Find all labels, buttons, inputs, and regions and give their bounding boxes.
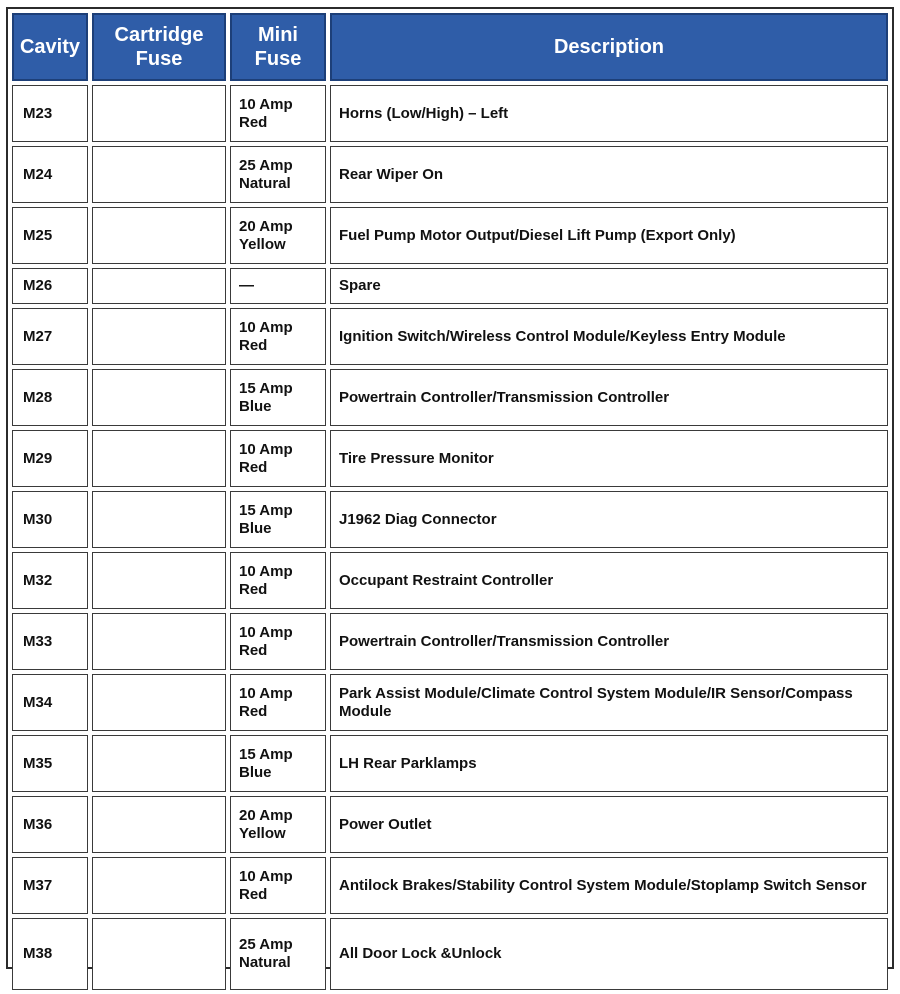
mini-fuse-amperage: 10 Amp (239, 623, 293, 641)
mini-fuse-cell (230, 491, 326, 548)
description-cell: Horns (Low/High) – Left (330, 85, 888, 142)
table-row (12, 430, 888, 487)
description-cell: Powertrain Controller/Transmission Controller (330, 369, 888, 426)
description-cell: Antilock Brakes/Stability Control System Module/Stoplamp Switch Sensor (330, 857, 888, 914)
cartridge-fuse-cell (92, 857, 226, 914)
mini-fuse-amperage: 15 Amp (239, 379, 293, 397)
mini-fuse-cell (230, 146, 326, 203)
mini-fuse-color: Natural (239, 174, 291, 192)
cavity-cell: M33 (12, 613, 88, 670)
mini-fuse-cell (230, 369, 326, 426)
mini-fuse-color: Yellow (239, 235, 286, 253)
cartridge-fuse-cell (92, 552, 226, 609)
mini-fuse-amperage: 25 Amp (239, 936, 293, 953)
mini-fuse-cell (230, 613, 326, 670)
mini-fuse-cell (230, 268, 326, 304)
header-row (12, 13, 888, 81)
mini-fuse-color: Red (239, 641, 268, 659)
cavity-cell: M38 (12, 918, 88, 990)
cavity-cell: M29 (12, 430, 88, 487)
mini-fuse-amperage: 15 Amp (239, 501, 293, 519)
mini-fuse-cell (230, 308, 326, 365)
cartridge-fuse-cell (92, 369, 226, 426)
mini-fuse-color: Blue (239, 763, 272, 781)
mini-fuse-amperage: 10 Amp (239, 867, 293, 885)
table-row (12, 613, 888, 670)
mini-fuse-cell (230, 430, 326, 487)
mini-fuse-color: Blue (239, 397, 272, 415)
table-row (12, 918, 888, 990)
cavity-cell: M23 (12, 85, 88, 142)
header-cavity-label: Cavity (19, 36, 81, 58)
table-row (12, 268, 888, 304)
description-cell: Power Outlet (330, 796, 888, 853)
mini-fuse-amperage: — (239, 277, 254, 294)
cavity-cell: M28 (12, 369, 88, 426)
table-row (12, 85, 888, 142)
cartridge-fuse-cell (92, 268, 226, 304)
mini-fuse-amperage: 10 Amp (239, 440, 293, 458)
fuse-table-frame (6, 7, 894, 969)
cavity-cell: M37 (12, 857, 88, 914)
cartridge-fuse-cell (92, 308, 226, 365)
fuse-table (8, 9, 892, 994)
table-row (12, 491, 888, 548)
description-cell: Spare (330, 268, 888, 304)
mini-fuse-cell (230, 674, 326, 731)
cartridge-fuse-cell (92, 491, 226, 548)
cartridge-fuse-cell (92, 85, 226, 142)
header-description-label: Description (553, 36, 665, 58)
description-cell: J1962 Diag Connector (330, 491, 888, 548)
table-row (12, 735, 888, 792)
mini-fuse-color: Red (239, 885, 268, 903)
cartridge-fuse-cell (92, 430, 226, 487)
description-cell: Fuel Pump Motor Output/Diesel Lift Pump (Export Only) (330, 207, 888, 264)
cartridge-fuse-cell (92, 146, 226, 203)
description-cell: LH Rear Parklamps (330, 735, 888, 792)
cavity-cell: M30 (12, 491, 88, 548)
cavity-cell: M27 (12, 308, 88, 365)
table-row (12, 146, 888, 203)
mini-fuse-color: Red (239, 580, 268, 598)
mini-fuse-cell (230, 85, 326, 142)
mini-fuse-cell (230, 552, 326, 609)
mini-fuse-color: Yellow (239, 824, 286, 842)
cartridge-fuse-cell (92, 674, 226, 731)
mini-fuse-color: Red (239, 113, 268, 131)
mini-fuse-color: Red (239, 702, 268, 720)
cavity-cell: M25 (12, 207, 88, 264)
mini-fuse-cell (230, 918, 326, 990)
mini-fuse-cell (230, 796, 326, 853)
mini-fuse-cell (230, 207, 326, 264)
header-cartridge-fuse (92, 13, 226, 81)
mini-fuse-amperage: 10 Amp (239, 562, 293, 580)
description-cell: Park Assist Module/Climate Control System Module/IR Sensor/Compass Module (330, 674, 888, 731)
mini-fuse-amperage: 15 Amp (239, 745, 293, 763)
table-row (12, 207, 888, 264)
cartridge-fuse-cell (92, 613, 226, 670)
cavity-cell: M26 (12, 268, 88, 304)
cavity-cell: M35 (12, 735, 88, 792)
table-row (12, 552, 888, 609)
cavity-cell: M32 (12, 552, 88, 609)
header-description (330, 13, 888, 81)
mini-fuse-color: Blue (239, 519, 272, 537)
header-cartridge-line1: Cartridge (114, 24, 204, 46)
mini-fuse-cell (230, 735, 326, 792)
table-row (12, 308, 888, 365)
cartridge-fuse-cell (92, 796, 226, 853)
mini-fuse-cell (230, 857, 326, 914)
header-cavity (12, 13, 88, 81)
description-cell: Powertrain Controller/Transmission Controller (330, 613, 888, 670)
description-cell: All Door Lock &Unlock (330, 918, 888, 990)
table-row (12, 857, 888, 914)
cartridge-fuse-cell (92, 207, 226, 264)
header-cartridge-line2: Fuse (135, 48, 183, 70)
mini-fuse-amperage: 10 Amp (239, 95, 293, 113)
mini-fuse-amperage: 10 Amp (239, 318, 293, 336)
cartridge-fuse-cell (92, 735, 226, 792)
table-header (12, 13, 888, 81)
table-row (12, 796, 888, 853)
cavity-cell: M34 (12, 674, 88, 731)
cavity-cell: M36 (12, 796, 88, 853)
description-cell: Tire Pressure Monitor (330, 430, 888, 487)
mini-fuse-amperage: 20 Amp (239, 217, 293, 235)
mini-fuse-amperage: 25 Amp (239, 156, 293, 174)
description-cell: Occupant Restraint Controller (330, 552, 888, 609)
mini-fuse-amperage: 20 Amp (239, 806, 293, 824)
mini-fuse-color: Natural (239, 954, 291, 971)
description-cell: Rear Wiper On (330, 146, 888, 203)
table-body (12, 85, 888, 990)
header-mini-line2: Fuse (254, 48, 302, 70)
header-mini-line1: Mini (258, 24, 298, 46)
mini-fuse-color: Red (239, 336, 268, 354)
table-row (12, 369, 888, 426)
table-row (12, 674, 888, 731)
header-mini-fuse (230, 13, 326, 81)
cavity-cell: M24 (12, 146, 88, 203)
mini-fuse-color: Red (239, 458, 268, 476)
mini-fuse-amperage: 10 Amp (239, 684, 293, 702)
description-cell: Ignition Switch/Wireless Control Module/Keyless Entry Module (330, 308, 888, 365)
cartridge-fuse-cell (92, 918, 226, 990)
